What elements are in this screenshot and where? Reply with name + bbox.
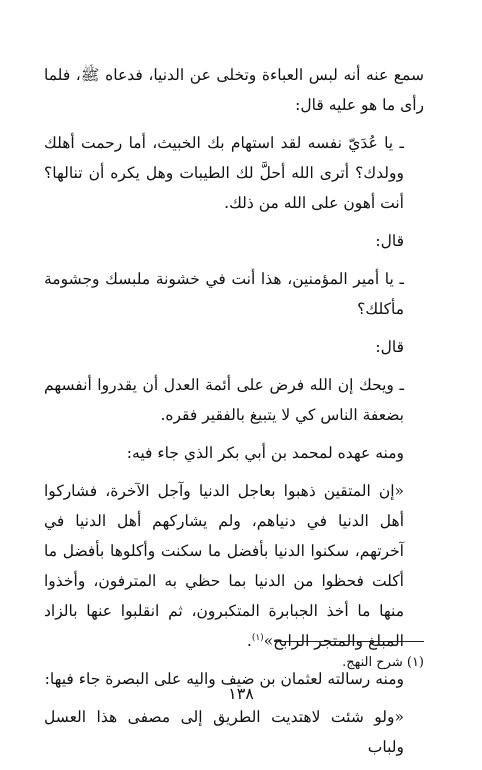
- paragraph-3: قال:: [375, 232, 404, 250]
- footnote-text: شرح النهج.: [342, 655, 403, 670]
- footnote: [342, 654, 424, 672]
- paragraph-5: قال:: [375, 338, 404, 356]
- paragraph-10: «ولو شئت لاهتديت الطريق إلى مصفى هذا العسل ولباب: [44, 708, 404, 756]
- paragraph-1: سمع عنه أنه لبس العباءة وتخلى عن الدنيا، فدعاه ﷺ، فلما رأى ما هو عليه قال:: [44, 66, 424, 114]
- paragraph-6: ـ ويحك إن الله فرض على أئمة العدل أن يقدروا أنفسهم بضعفة الناس كي لا يتبيغ بالفقير فقره.: [44, 376, 404, 424]
- paragraph-8: [44, 476, 424, 656]
- footnote-reference[interactable]: (١): [251, 632, 264, 643]
- paragraph-7: ومنه عهده لمحمد بن أبي بكر الذي جاء فيه:: [126, 444, 404, 462]
- paragraph-2: ـ يا عُدَيّ نفسه لقد استهام بك الخبيث، أما رحمت أهلك وولدك؟ أترى الله أحلَّ لك الطيبات وهل يكره أن تنالها؟ أنت أهون على الله من ذلك.: [44, 134, 404, 212]
- paragraph-9: ومنه رسالته لعثمان بن ضيف واليه على البصرة جاء فيها:: [44, 670, 404, 688]
- paragraph-8-trail: .: [246, 632, 252, 650]
- paragraph-8-text: «إن المتقين ذهبوا بعاجل الدنيا وآجل الآخرة، فشاركوا أهل الدنيا في دنياهم، ولم يشاركهم أهل الدنيا في آخرتهم، سكنوا الدنيا بأفضل ما سكنت وأكلوها بأفضل ما أكلت فحظوا من الدنيا بما حظي به المترفون، وأخذوا منها ما أخذ الجبابرة المتكبرون، ثم انقلبوا عنها بالزاد المبلغ والمتجر الرابح»: [44, 482, 404, 650]
- footnote-divider: [274, 641, 424, 642]
- paragraph-4: ـ يا أمير المؤمنين، هذا أنت في خشونة ملبسك وجشومة مأكلك؟: [44, 270, 404, 318]
- page-number: ١٣٨: [228, 684, 254, 703]
- footnote-marker: (١): [406, 655, 424, 670]
